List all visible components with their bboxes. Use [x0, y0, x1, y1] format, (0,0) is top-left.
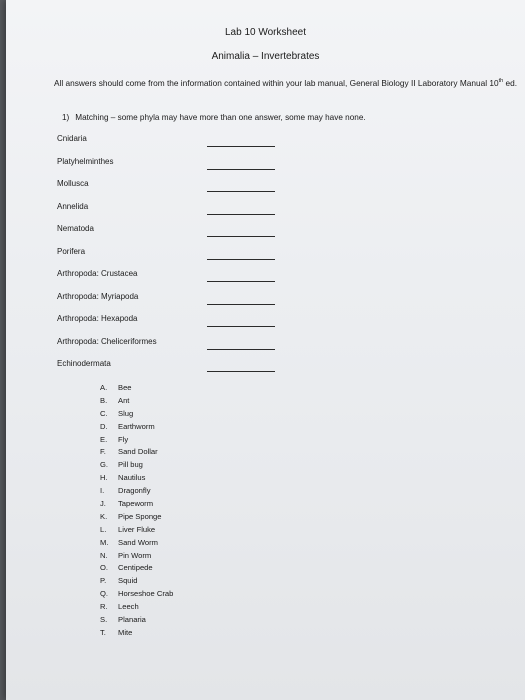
phylum-row: [57, 247, 287, 270]
intro-text: [54, 75, 524, 89]
organism-option: [100, 576, 173, 589]
option-name: Pill bug: [118, 460, 143, 470]
phylum-row: [57, 292, 287, 315]
organism-option: [100, 615, 173, 628]
organism-option: [100, 551, 173, 564]
option-letter: G.: [100, 460, 109, 470]
option-letter: A.: [100, 383, 108, 392]
phylum-label: Echinodermata: [57, 359, 111, 368]
organism-option: [100, 499, 173, 512]
option-name: Horseshoe Crab: [118, 589, 174, 599]
answer-blank: [207, 236, 275, 237]
option-letter: J.: [100, 499, 106, 509]
phylum-row: [57, 224, 287, 247]
intro-tail: ed.: [503, 77, 518, 88]
answer-blank: [207, 169, 275, 170]
phylum-row: [57, 314, 287, 337]
option-name: Nautilus: [118, 473, 146, 483]
phylum-row: [57, 134, 287, 157]
option-letter: M.: [100, 537, 109, 547]
question-text: Matching – some phyla may have more than one answer, some may have none.: [75, 113, 366, 122]
phylum-row: [57, 269, 287, 292]
answer-blank: [207, 371, 275, 372]
worksheet-page: [6, 0, 525, 700]
answer-blank: [207, 191, 275, 192]
option-letter: S.: [100, 615, 108, 625]
organism-option: [100, 447, 173, 460]
option-name: Pipe Sponge: [118, 511, 162, 521]
phylum-row: [57, 179, 287, 202]
option-letter: K.: [100, 511, 108, 521]
phylum-label: Platyhelminthes: [57, 156, 114, 166]
option-name: Tapeworm: [118, 499, 154, 509]
organism-option: [100, 628, 173, 641]
organism-option: [100, 422, 173, 435]
option-name: Squid: [118, 576, 138, 586]
phylum-label: Arthropoda: Crustacea: [57, 269, 138, 278]
option-name: Sand Dollar: [118, 447, 158, 457]
question-instruction: [62, 113, 366, 122]
option-letter: T.: [100, 627, 106, 637]
option-name: Earthworm: [118, 421, 155, 431]
organism-option: [100, 525, 173, 538]
option-letter: Q.: [100, 589, 109, 599]
answer-blank: [207, 304, 275, 305]
organism-option: [100, 383, 173, 396]
phylum-label: Arthropoda: Myriapoda: [57, 291, 139, 301]
worksheet-title: Lab 10 Worksheet: [225, 27, 306, 38]
option-letter: L.: [100, 524, 107, 534]
option-name: Fly: [118, 434, 129, 444]
intro-body: All answers should come from the information contained within your lab manual, General Biology II Laboratory Manual 10: [54, 77, 499, 88]
answer-blank: [207, 281, 275, 282]
option-name: Pin Worm: [118, 550, 152, 560]
answer-blank: [207, 146, 275, 147]
option-name: Mite: [118, 627, 133, 637]
question-number: 1): [62, 113, 70, 122]
organism-option: [100, 602, 173, 615]
option-letter: E.: [100, 434, 108, 444]
answer-blank: [207, 326, 275, 327]
option-name: Ant: [118, 395, 130, 405]
option-name: Centipede: [118, 563, 153, 573]
intro-superscript: th: [498, 78, 504, 84]
phylum-label: Cnidaria: [57, 134, 87, 143]
phyla-list: [57, 134, 287, 382]
phylum-row: [57, 337, 287, 360]
option-letter: B.: [100, 395, 108, 405]
worksheet-subtitle: Animalia – Invertebrates: [211, 51, 320, 62]
option-letter: N.: [100, 550, 108, 560]
option-letter: R.: [100, 602, 108, 612]
option-letter: F.: [100, 447, 106, 457]
organism-options-list: [100, 383, 173, 641]
organism-option: [100, 589, 173, 602]
option-name: Sand Worm: [118, 537, 158, 547]
organism-option: [100, 486, 173, 499]
answer-blank: [207, 259, 275, 260]
option-name: Dragonfly: [118, 486, 151, 496]
organism-option: [100, 460, 173, 473]
option-name: Slug: [118, 408, 134, 418]
option-name: Liver Fluke: [118, 524, 156, 534]
option-letter: D.: [100, 421, 108, 431]
option-letter: C.: [100, 408, 108, 418]
phylum-label: Annelida: [57, 201, 89, 211]
phylum-label: Arthropoda: Cheliceriformes: [57, 336, 157, 346]
phylum-label: Nematoda: [57, 224, 94, 233]
phylum-row: [57, 157, 287, 180]
answer-blank: [207, 349, 275, 350]
organism-option: [100, 563, 173, 576]
organism-option: [100, 512, 173, 525]
phylum-label: Arthropoda: Hexapoda: [57, 314, 138, 323]
organism-option: [100, 396, 173, 409]
option-name: Planaria: [118, 615, 146, 625]
option-letter: P.: [100, 576, 107, 586]
organism-option: [100, 409, 173, 422]
phylum-row: [57, 202, 287, 225]
phylum-row: [57, 359, 287, 382]
option-letter: O.: [100, 563, 109, 573]
organism-option: [100, 538, 173, 551]
organism-option: [100, 435, 173, 448]
option-letter: I.: [100, 486, 105, 496]
option-letter: H.: [100, 473, 108, 483]
phylum-label: Mollusca: [57, 179, 89, 188]
phylum-label: Porifera: [57, 246, 86, 256]
organism-option: [100, 473, 173, 486]
option-name: Bee: [118, 383, 132, 392]
answer-blank: [207, 214, 275, 215]
option-name: Leech: [118, 602, 139, 612]
